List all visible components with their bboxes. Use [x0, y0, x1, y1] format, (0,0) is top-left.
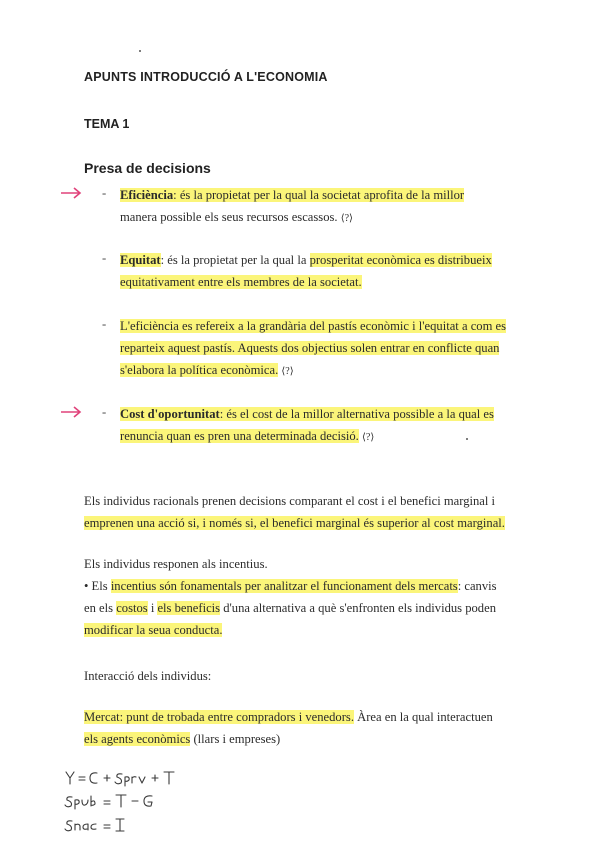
incentius-line3c: d'una alternativa a què s'enfronten els individus poden	[220, 601, 496, 615]
equitat-line1-highlight: prosperitat econòmica es distribueix	[309, 253, 492, 267]
eficiencia-line2: manera possible els seus recursos escassos.	[120, 210, 338, 224]
term-eficiencia: Eficiència	[120, 188, 174, 202]
bullet-dash: -	[102, 317, 107, 331]
section-heading: Presa de decisions	[84, 160, 211, 176]
incentius-line2b: : canvis	[457, 579, 497, 593]
glyph-mark: ⟨?⟩	[362, 432, 375, 443]
interaccio-text: Interacció dels individus:	[84, 669, 212, 683]
relacio-line3: s'elabora la política econòmica.	[120, 363, 279, 377]
pink-arrow-icon	[60, 405, 82, 419]
racionals-line1: Els individus racionals prenen decisions comparant el cost i el benefici marginal i	[84, 494, 496, 508]
paragraph-equitat	[120, 249, 492, 293]
paragraph-relacio	[120, 315, 506, 383]
chapter-heading: TEMA 1	[84, 117, 130, 131]
speck	[139, 50, 141, 52]
paragraph-mercat	[84, 706, 493, 750]
glyph-mark: ⟨?⟩	[281, 366, 294, 377]
paragraph-eficiencia	[120, 184, 464, 230]
relacio-line2: reparteix aquest pastís. Aquests dos objectius solen entrar en conflicte quan	[120, 341, 500, 355]
mercat-line1-highlight: Mercat: punt de trobada entre compradors i venedors.	[84, 710, 354, 724]
incentius-line3b: i	[147, 601, 158, 615]
incentius-costos-highlight: costos	[116, 601, 148, 615]
incentius-line3a: en els	[84, 601, 117, 615]
pink-arrow-icon	[60, 186, 82, 200]
incentius-line4: modificar la seua conducta.	[84, 623, 223, 637]
paragraph-incentius	[84, 553, 497, 641]
handwriting-text	[0, 0, 1, 1]
document-title: APUNTS INTRODUCCIÓ A L'ECONOMIA	[84, 70, 328, 84]
paragraph-racionals	[84, 490, 505, 534]
incentius-line2a: • Els	[84, 579, 111, 593]
equitat-line1: : és la propietat per la qual la	[160, 253, 310, 267]
mercat-line1b: Àrea en la qual interactuen	[353, 710, 493, 724]
mercat-line2b: (llars i empreses)	[190, 732, 281, 746]
bullet-dash: -	[102, 405, 107, 419]
term-equitat: Equitat	[120, 253, 161, 267]
cost-line2: renuncia quan es pren una determinada decisió.	[120, 429, 359, 443]
equitat-line2-highlight: equitativament entre els membres de la societat.	[120, 275, 362, 289]
glyph-mark: ⟨?⟩	[340, 213, 353, 224]
bullet-dash: -	[102, 186, 107, 200]
handwritten-equations	[60, 766, 200, 842]
bullet-dash: -	[102, 251, 107, 265]
speck	[466, 438, 468, 440]
incentius-line2-highlight: incentius són fonamentals per analitzar el funcionament dels mercats	[110, 579, 458, 593]
racionals-line2: emprenen una acció si, i només si, el benefici marginal és superior al cost marginal.	[84, 516, 505, 530]
cost-line1: : és el cost de la millor alternativa possible a la qual es	[219, 407, 494, 421]
incentius-line1: Els individus responen als incentius.	[84, 557, 268, 571]
paragraph-interaccio	[84, 665, 211, 687]
relacio-line1: L'eficiència es refereix a la grandària del pastís econòmic i l'equitat a com es	[120, 319, 507, 333]
eficiencia-line1: : és la propietat per la qual la societat aprofita de la millor	[173, 188, 465, 202]
hand-line1	[0, 0, 1, 1]
mercat-line2-highlight: els agents econòmics	[84, 732, 191, 746]
term-cost-oportunitat: Cost d'oportunitat	[120, 407, 220, 421]
incentius-beneficis-highlight: els beneficis	[157, 601, 221, 615]
paragraph-cost	[120, 403, 494, 449]
